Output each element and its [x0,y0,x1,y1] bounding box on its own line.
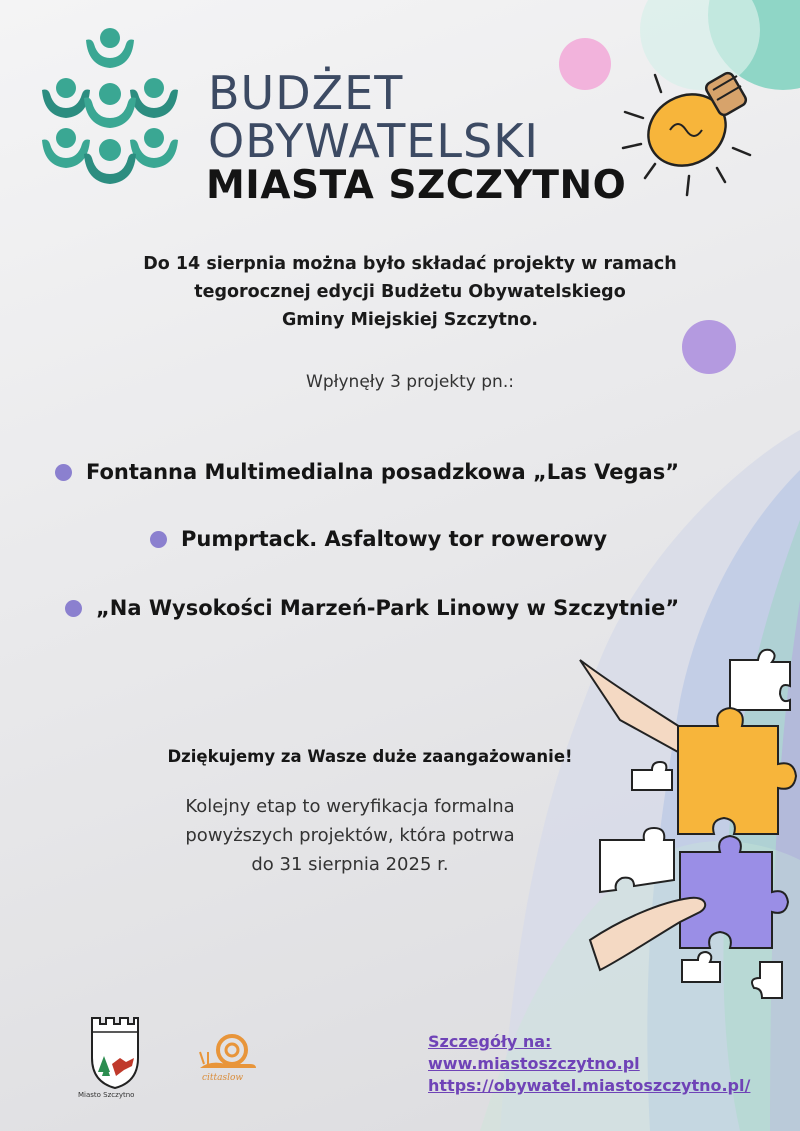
intro-text [70,250,750,334]
projects-lead: Wpłynęły 3 projekty pn.: [306,372,514,392]
next-step-line-2: powyższych projektów, która potrwa [185,825,515,846]
project-label: Pumprtack. Asfaltowy tor rowerowy [181,527,608,551]
cittaslow-snail-icon [196,1030,262,1074]
cittaslow-caption: cittaslow [202,1073,244,1083]
obywatel-link[interactable]: https://obywatel.miastoszczytno.pl/ [428,1076,751,1095]
bullet-icon [65,600,82,617]
title-line-1: BUDŻET [208,66,404,120]
intro-line-3: Gminy Miejskiej Szczytno. [281,310,539,330]
bullet-icon [150,531,167,548]
next-step-line-1: Kolejny etap to weryfikacja formalna [185,796,515,817]
title-line-2: OBYWATELSKI [208,114,539,168]
details-links [428,1031,750,1097]
crest-caption: Miasto Szczytno [78,1091,135,1099]
people-logo-icon [28,22,193,202]
intro-line-2: tegorocznej edycji Budżetu Obywatelskiego [194,282,626,302]
bullet-icon [55,464,72,481]
thanks-text: Dziękujemy za Wasze duże zaangażowanie! [167,747,573,766]
title-line-3: MIASTA SZCZYTNO [206,163,627,208]
next-step-text [150,792,550,879]
project-item [55,460,679,484]
puzzle-hands-illustration [560,640,800,1020]
next-step-line-3: do 31 sierpnia 2025 r. [251,854,449,875]
lightbulb-icon [615,60,765,210]
details-label: Szczegóły na: [428,1032,552,1051]
project-item [150,527,607,551]
project-item [65,596,679,620]
intro-line-1: Do 14 sierpnia można było składać projekty w ramach [143,254,677,274]
project-label: „Na Wysokości Marzeń-Park Linowy w Szczytnie” [96,596,680,620]
szczytno-crest-icon [88,1012,142,1090]
project-label: Fontanna Multimedialna posadzkowa „Las Vegas” [86,460,680,484]
website-link[interactable]: www.miastoszczytno.pl [428,1054,640,1073]
pink-circle-decoration [559,38,611,90]
